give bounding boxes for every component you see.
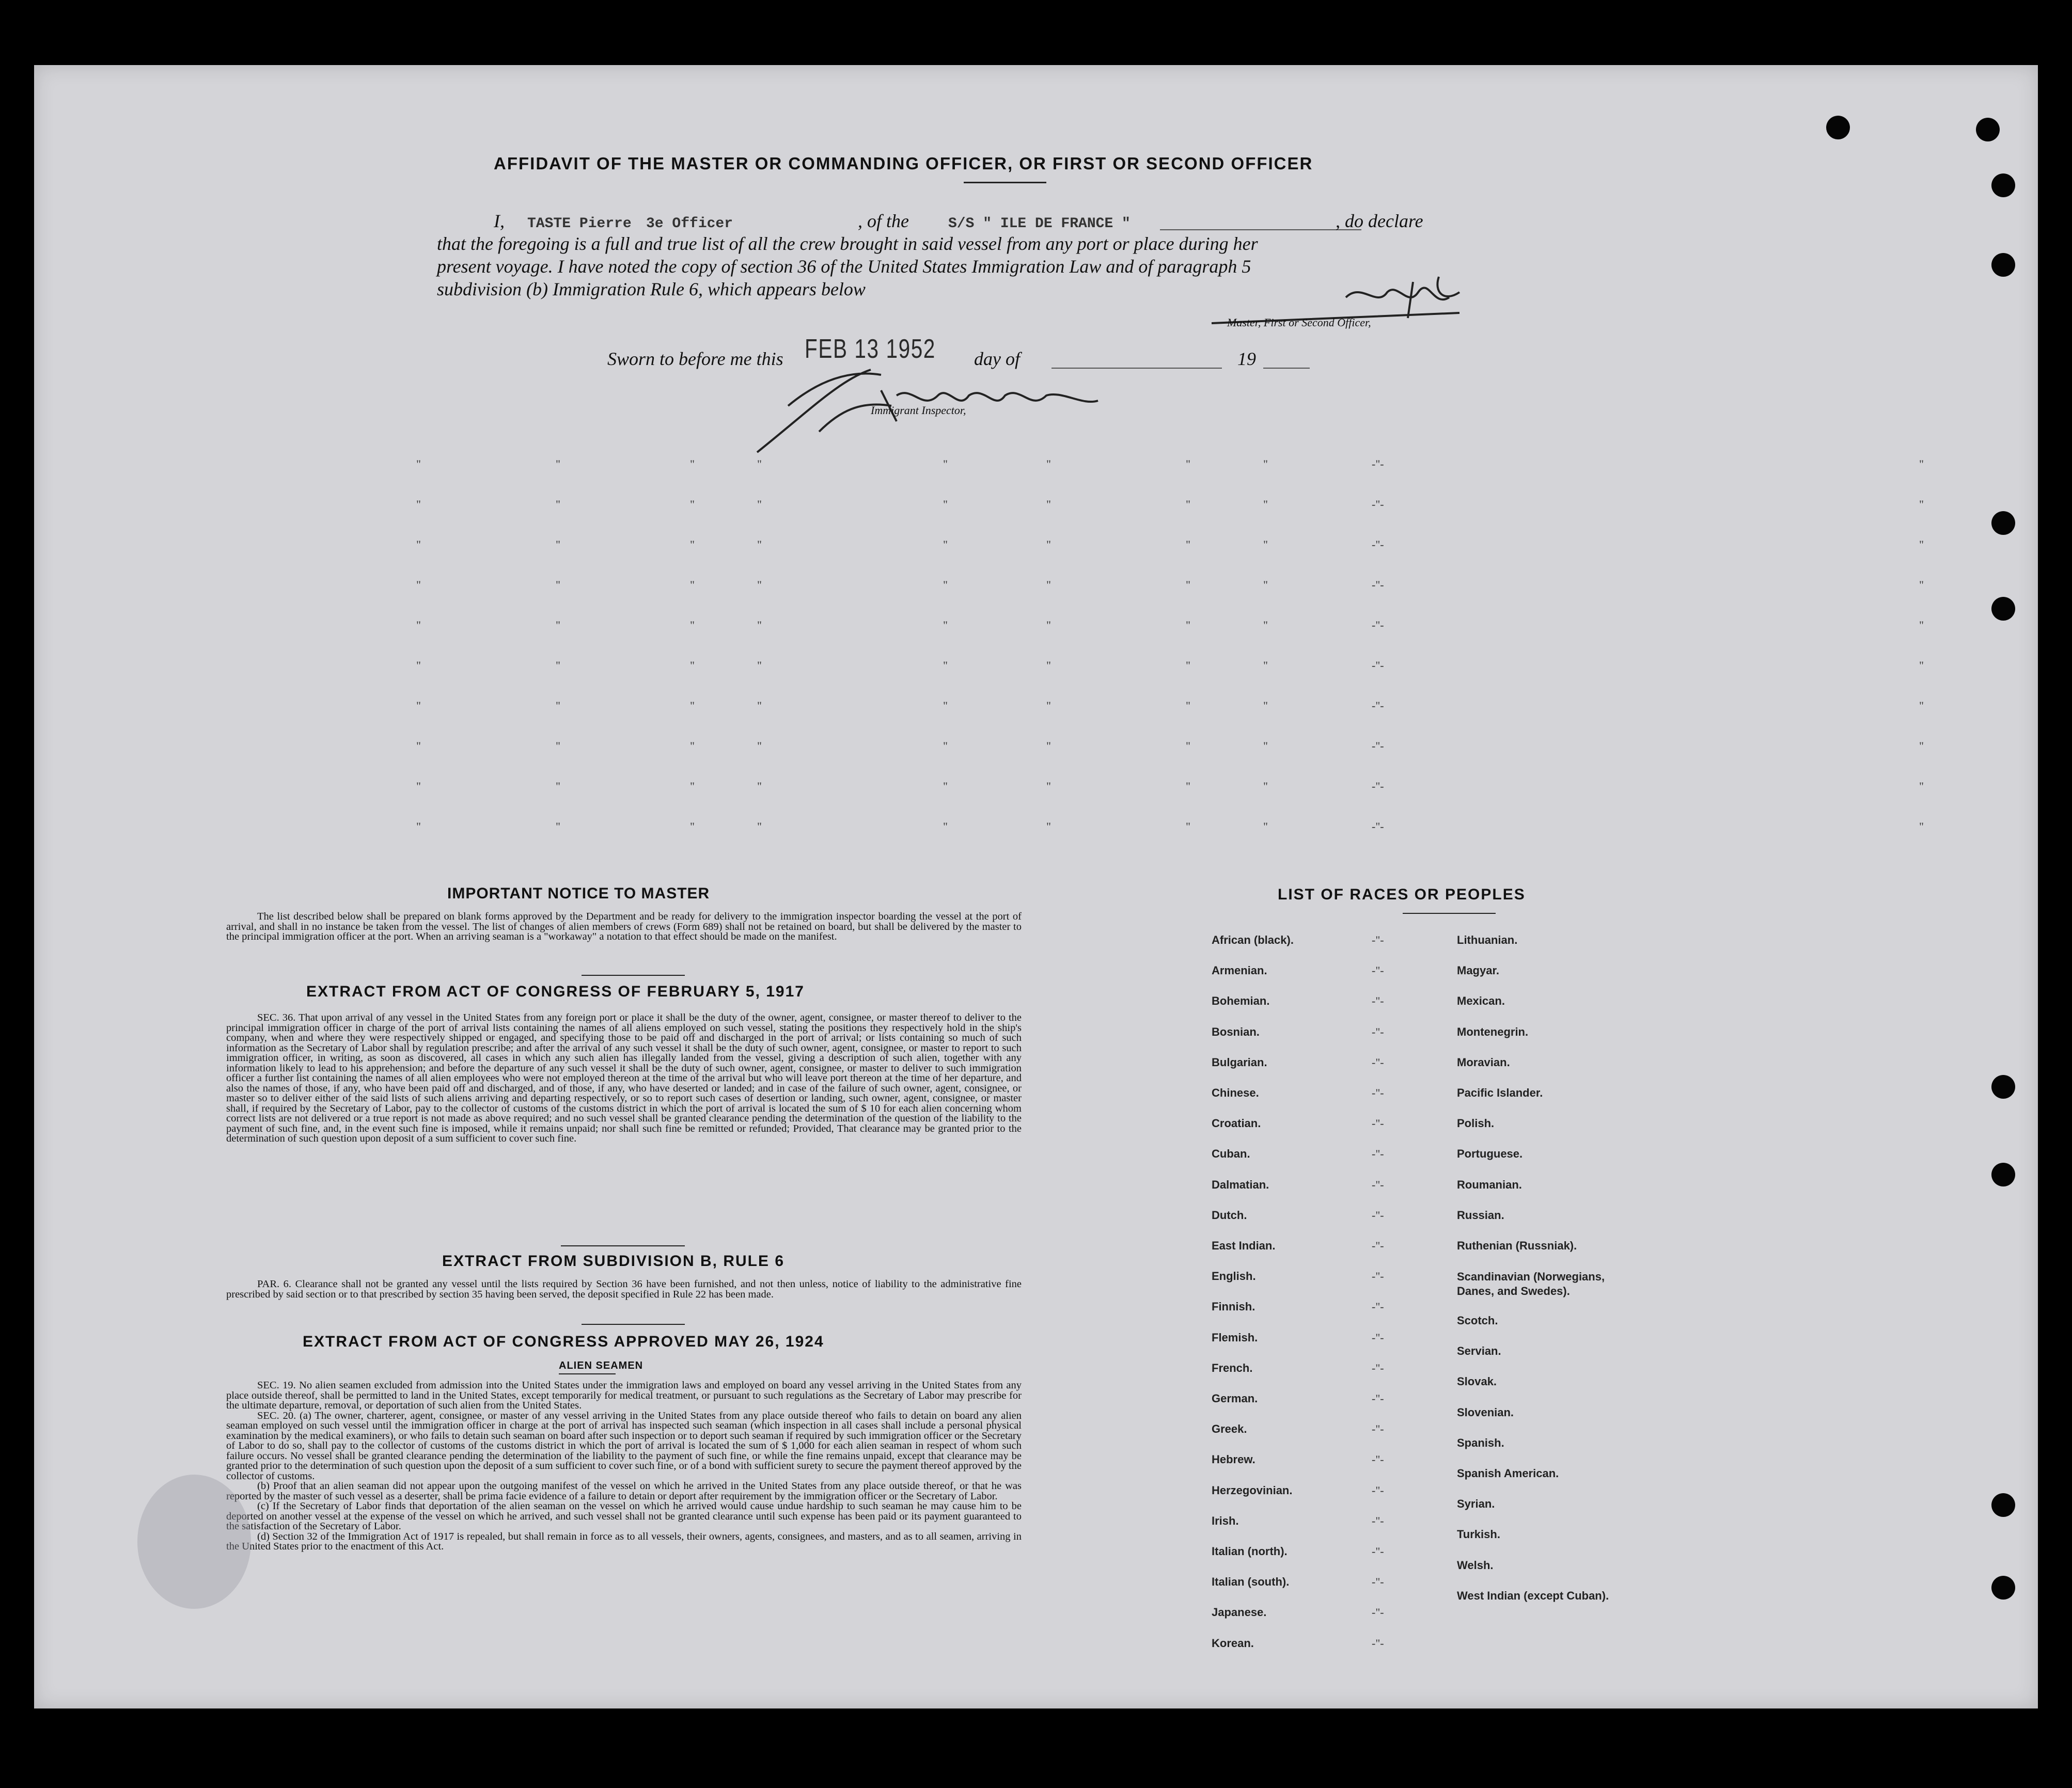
ditto-mark: " — [1046, 820, 1051, 833]
race-item: Servian. — [1457, 1344, 1501, 1358]
ditto-mark: " — [1186, 619, 1190, 631]
sworn-prefix: Sworn to before me this — [607, 349, 783, 369]
race-item: Russian. — [1457, 1208, 1504, 1222]
race-item: Irish. — [1212, 1514, 1239, 1527]
race-item: Bulgarian. — [1212, 1055, 1267, 1069]
ditto-mark: " — [757, 498, 762, 511]
extract-rule6-text — [226, 1279, 1022, 1300]
race-ditto-mark: -"- — [1372, 1361, 1384, 1374]
race-ditto-mark: -"- — [1372, 1575, 1384, 1589]
ditto-mark: " — [416, 820, 421, 833]
race-ditto-mark: -"- — [1372, 1208, 1384, 1222]
ditto-mark: " — [690, 619, 695, 631]
ditto-mark: " — [556, 780, 560, 793]
race-item: Pacific Islander. — [1457, 1086, 1543, 1099]
extract-1924-text — [226, 1381, 1022, 1552]
race-item: Syrian. — [1457, 1497, 1495, 1511]
race-item: West Indian (except Cuban). — [1457, 1589, 1609, 1602]
race-item: Turkish. — [1457, 1528, 1500, 1541]
races-underline — [1403, 913, 1496, 914]
ditto-mark: " — [690, 699, 695, 712]
race-ditto-mark: -"- — [1372, 1117, 1384, 1130]
extract-rule6-rule — [582, 1324, 685, 1325]
ditto-mark: " — [556, 699, 560, 712]
binder-hole — [1991, 1493, 2015, 1517]
ditto-mark: " — [556, 619, 560, 631]
ditto-mark: " — [1919, 538, 1924, 551]
year-prefix: 19 — [1237, 349, 1256, 369]
race-item: Japanese. — [1212, 1606, 1267, 1619]
ditto-mark: " — [556, 659, 560, 672]
race-item: Roumanian. — [1457, 1178, 1522, 1191]
ditto-mark: " — [556, 820, 560, 833]
extract-1924-sec20d: (d) Section 32 of the Immigration Act of 1917 is repealed, but shall remain in force as to all vessels, their owners, agents, consignees, and masters, and as to all seamen, arriving in the United States prior to the enactment of this Act. — [226, 1530, 1022, 1552]
extract-1917-text — [226, 1013, 1022, 1144]
binder-hole — [1991, 1576, 2015, 1600]
race-item: Hebrew. — [1212, 1453, 1255, 1466]
ditto-mark: " — [943, 739, 948, 752]
ditto-dash-mark: -"- — [1372, 538, 1384, 551]
notice-paragraph: The list described below shall be prepared on blank forms approved by the Department and be ready for delivery to the immigration inspector boarding the vessel at the port of arrival, and shall in no instance be taken from the vessel. The list of changes of alien members of crews (Form 689) shall not be retained on board, but shall be delivered by the master to the principal immigration officer at the port. When an arriving seaman is a "workaway" a notation to that effect should be made on the manifest. — [226, 911, 1022, 942]
ditto-mark: " — [690, 578, 695, 591]
ditto-mark: " — [757, 538, 762, 551]
extract-rule6-title: EXTRACT FROM SUBDIVISION B, RULE 6 — [442, 1253, 785, 1270]
race-item: Armenian. — [1212, 964, 1267, 977]
ditto-mark: " — [1046, 739, 1051, 752]
ditto-mark: " — [757, 659, 762, 672]
race-ditto-mark: -"- — [1372, 994, 1384, 1008]
race-ditto-mark: -"- — [1372, 1453, 1384, 1466]
race-item: Moravian. — [1457, 1055, 1510, 1069]
race-item: English. — [1212, 1270, 1256, 1283]
ditto-dash-mark: -"- — [1372, 498, 1384, 511]
ditto-dash-mark: -"- — [1372, 699, 1384, 712]
faint-seal — [137, 1475, 251, 1609]
manifest-page — [34, 65, 2038, 1708]
ditto-mark: " — [690, 457, 695, 470]
date-stamp: FEB 13 1952 — [805, 334, 936, 364]
race-item: Dutch. — [1212, 1208, 1247, 1222]
race-ditto-mark: -"- — [1372, 1422, 1384, 1436]
race-ditto-mark: -"- — [1372, 1392, 1384, 1405]
ditto-mark: " — [556, 457, 560, 470]
ditto-mark: " — [556, 498, 560, 511]
race-item: French. — [1212, 1361, 1253, 1374]
ditto-mark: " — [943, 457, 948, 470]
ditto-mark: " — [1919, 739, 1924, 752]
ditto-mark: " — [556, 578, 560, 591]
ditto-mark: " — [556, 538, 560, 551]
extract-1917-title: EXTRACT FROM ACT OF CONGRESS OF FEBRUARY 5, 1917 — [306, 983, 805, 1000]
race-item: Flemish. — [1212, 1331, 1258, 1344]
ditto-mark: " — [1919, 659, 1924, 672]
declaration-of-the: , of the — [858, 211, 909, 231]
race-ditto-mark: -"- — [1372, 1545, 1384, 1558]
officer-rank: 3e Officer — [646, 216, 733, 232]
race-item: Slovak. — [1457, 1375, 1497, 1388]
race-ditto-mark: -"- — [1372, 1055, 1384, 1069]
race-item: Croatian. — [1212, 1117, 1261, 1130]
ditto-mark: " — [1046, 619, 1051, 631]
ditto-dash-mark: -"- — [1372, 739, 1384, 752]
ditto-mark: " — [690, 538, 695, 551]
race-item: Slovenian. — [1457, 1405, 1514, 1419]
ditto-mark: " — [1046, 498, 1051, 511]
day-of-label: day of — [974, 349, 1020, 369]
race-item: Greek. — [1212, 1422, 1247, 1436]
ditto-mark: " — [1186, 538, 1190, 551]
extract-1924-sec20c: (c) If the Secretary of Labor finds that deportation of the alien seaman on the vessel on which he arrived would cause undue hardship to such seaman he may cause him to be deported on another vessel at the expense of the vessel on which he arrived, and such vessel shall not be granted clearance until such expense has been paid or its payment guaranteed to the satisfaction of the Secretary of Labor. — [226, 1500, 1022, 1532]
declaration-line-3: present voyage. I have noted the copy of section 36 of the United States Immigration Law and of paragraph 5 — [437, 256, 1251, 277]
extract-1924-sec19: SEC. 19. No alien seamen excluded from admission into the United States under the immigration laws and employed on board any vessel arriving in the United States from any place outside thereof, shall be permitted to land in the United States, except temporarily for medical treatment, or pursuant to such regulations as the Secretary of Labor may prescribe for the ultimate departure, removal, or deportation of such alien from the United States. — [226, 1380, 1022, 1411]
officer-caption: Master, First or Second Officer, — [1227, 316, 1371, 329]
race-ditto-mark: -"- — [1372, 964, 1384, 977]
declaration-line-1 — [437, 210, 1470, 232]
ditto-mark: " — [690, 780, 695, 793]
extract-1924-sec20b: (b) Proof that an alien seaman did not appear upon the outgoing manifest of the vessel on which he arrived in the United States from any place outside thereof, or that he was reported by the master of such vessel as a deserter, shall be prima facie evidence of a failure to detain or deport after requirement by the immigration officer or the Secretary of Labor. — [226, 1480, 1022, 1502]
ditto-mark: " — [1919, 457, 1924, 470]
race-ditto-mark: -"- — [1372, 1270, 1384, 1283]
race-item: Polish. — [1457, 1117, 1495, 1130]
ditto-mark: " — [943, 578, 948, 591]
race-item: African (black). — [1212, 933, 1294, 946]
race-item: Korean. — [1212, 1636, 1254, 1650]
ditto-mark: " — [757, 820, 762, 833]
title-underline — [964, 182, 1046, 183]
declaration-i: I, — [494, 211, 505, 231]
ditto-mark: " — [1919, 820, 1924, 833]
binder-hole — [1991, 1075, 2015, 1099]
race-item: Finnish. — [1212, 1300, 1255, 1314]
ditto-mark: " — [690, 820, 695, 833]
race-item: German. — [1212, 1392, 1258, 1405]
race-item: Portuguese. — [1457, 1147, 1523, 1161]
binder-hole — [1991, 1163, 2015, 1186]
race-ditto-mark: -"- — [1372, 1483, 1384, 1497]
race-ditto-mark: -"- — [1372, 1331, 1384, 1344]
ditto-mark: " — [943, 820, 948, 833]
ditto-mark: " — [1263, 457, 1268, 470]
race-item: Welsh. — [1457, 1558, 1494, 1572]
race-ditto-mark: -"- — [1372, 1086, 1384, 1099]
vessel-name: S/S " ILE DE FRANCE " — [948, 216, 1131, 232]
binder-hole — [1991, 253, 2015, 277]
race-ditto-mark: -"- — [1372, 1147, 1384, 1161]
notice-title: IMPORTANT NOTICE TO MASTER — [447, 885, 710, 902]
declaration-do-declare: , do declare — [1336, 211, 1423, 231]
ditto-mark: " — [943, 619, 948, 631]
ditto-mark: " — [416, 498, 421, 511]
race-item: Bosnian. — [1212, 1025, 1260, 1038]
declaration-line-2: that the foregoing is a full and true list of all the crew brought in said vessel from any port or place during her — [437, 233, 1258, 254]
ditto-mark: " — [1919, 578, 1924, 591]
ditto-mark: " — [416, 659, 421, 672]
ditto-mark: " — [1263, 498, 1268, 511]
inspector-caption: Immigrant Inspector, — [871, 404, 966, 417]
ditto-mark: " — [416, 699, 421, 712]
race-item: Ruthenian (Russniak). — [1457, 1239, 1577, 1252]
notice-rule — [582, 975, 685, 976]
ditto-mark: " — [1046, 780, 1051, 793]
ditto-mark: " — [1919, 498, 1924, 511]
ditto-mark: " — [1186, 659, 1190, 672]
binder-hole — [1826, 116, 1850, 139]
ditto-mark: " — [757, 739, 762, 752]
race-ditto-mark: -"- — [1372, 1025, 1384, 1038]
extract-1917-paragraph: SEC. 36. That upon arrival of any vessel in the United States from any foreign port or place it shall be the duty of the owner, agent, consignee, or master thereof to deliver to the principal immigration officer in charge of the port of arrival lists containing the names of all aliens employed on such vessel, stating the positions they respectively hold in the ship's company, when and where they were respectively shipped or engaged, and specifying those to be paid off and discharged in the port of arrival; or lists containing so much of such information as the Secretary of Labor shall by regulation prescribe; and after the arrival of any such vessel it shall be the duty of such owner, agent, consignee, or master to report to such immigration officer, in writing, as soon as discovered, all cases in which any such alien has illegally landed from the vessel, giving a description of such alien, together with any information likely to lead to his apprehension; and before the departure of any such vessel it shall be the duty of such owner, agent, consignee, or master to deliver to such immigration officer a further list containing the names of all alien employees who were not employed thereon at the time of the arrival but who will leave port thereon at the time of her departure, and also the names of those, if any, who have been paid off and discharged, and of those, if any, who have deserted or landed; and in case of the failure of such owner, agent, consignee, or master so to deliver either of the said lists of such aliens arriving and departing respectively, or so to report such cases of desertion or landing, such owner, agent, consignee, or master shall, if required by the Secretary of Labor, pay to the collector of customs of the customs district in which the port of arrival is located the sum of $ 10 for each alien concerning whom correct lists are not delivered or a true report is not made as above required; and no such vessel shall be granted clearance pending the determination of the question of the liability to the payment of such fine, and, in the event such fine is imposed, while it remains unpaid; nor shall such fine be remitted or refunded; Provided, That clearance may be granted prior to the determination of such question upon deposit of a sum sufficient to cover such fine. — [226, 1012, 1022, 1144]
race-item: Lithuanian. — [1457, 933, 1518, 946]
ditto-mark: " — [1186, 780, 1190, 793]
race-ditto-mark: -"- — [1372, 1239, 1384, 1252]
ditto-mark: " — [943, 780, 948, 793]
ditto-mark: " — [943, 659, 948, 672]
ditto-mark: " — [1046, 699, 1051, 712]
race-item: Spanish. — [1457, 1436, 1504, 1449]
ditto-mark: " — [416, 619, 421, 631]
race-ditto-mark: -"- — [1372, 933, 1384, 946]
vessel-fill-line — [1160, 214, 1361, 230]
race-item: Italian (south). — [1212, 1575, 1290, 1589]
ditto-mark: " — [416, 578, 421, 591]
ditto-mark: " — [943, 498, 948, 511]
ditto-mark: " — [1046, 659, 1051, 672]
ditto-mark: " — [1186, 457, 1190, 470]
alien-seamen-subtitle: ALIEN SEAMEN — [559, 1360, 643, 1371]
race-item: East Indian. — [1212, 1239, 1276, 1252]
year-fill-line — [1263, 352, 1310, 369]
race-item: Dalmatian. — [1212, 1178, 1269, 1191]
ditto-mark: " — [1263, 659, 1268, 672]
ditto-mark: " — [1263, 619, 1268, 631]
ditto-mark: " — [1263, 820, 1268, 833]
ditto-dash-mark: -"- — [1372, 457, 1384, 470]
ditto-mark: " — [416, 739, 421, 752]
race-item: Spanish American. — [1457, 1467, 1559, 1480]
ditto-mark: " — [1263, 739, 1268, 752]
extract-1917-rule — [561, 1245, 685, 1246]
affidavit-title: AFFIDAVIT OF THE MASTER OR COMMANDING OFFICER, OR FIRST OR SECOND OFFICER — [494, 154, 1313, 173]
ditto-mark: " — [1263, 538, 1268, 551]
race-item: Montenegrin. — [1457, 1025, 1529, 1038]
binder-hole — [1991, 597, 2015, 621]
ditto-dash-mark: -"- — [1372, 780, 1384, 793]
races-title: LIST OF RACES OR PEOPLES — [1278, 886, 1526, 903]
ditto-mark: " — [1186, 820, 1190, 833]
ditto-dash-mark: -"- — [1372, 820, 1384, 833]
ditto-mark: " — [943, 538, 948, 551]
race-item: Bohemian. — [1212, 994, 1270, 1008]
ditto-mark: " — [1186, 498, 1190, 511]
ditto-mark: " — [1186, 699, 1190, 712]
ditto-mark: " — [757, 699, 762, 712]
ditto-mark: " — [1263, 780, 1268, 793]
ditto-mark: " — [1919, 619, 1924, 631]
ditto-dash-mark: -"- — [1372, 578, 1384, 591]
ditto-mark: " — [757, 457, 762, 470]
race-item: Italian (north). — [1212, 1545, 1288, 1558]
alien-seamen-underline — [559, 1373, 616, 1374]
ditto-mark: " — [556, 739, 560, 752]
race-item: Cuban. — [1212, 1147, 1250, 1161]
race-ditto-mark: -"- — [1372, 1606, 1384, 1619]
ditto-mark: " — [1046, 578, 1051, 591]
ditto-mark: " — [1046, 457, 1051, 470]
ditto-dash-mark: -"- — [1372, 659, 1384, 672]
binder-hole — [1991, 511, 2015, 535]
ditto-mark: " — [416, 538, 421, 551]
race-item: Herzegovinian. — [1212, 1483, 1293, 1497]
ditto-mark: " — [690, 498, 695, 511]
ditto-mark: " — [1263, 578, 1268, 591]
binder-hole — [1991, 173, 2015, 197]
officer-signature — [1191, 261, 1501, 344]
ditto-mark: " — [690, 659, 695, 672]
race-ditto-mark: -"- — [1372, 1514, 1384, 1527]
race-item: Chinese. — [1212, 1086, 1259, 1099]
ditto-mark: " — [757, 780, 762, 793]
ditto-mark: " — [1919, 699, 1924, 712]
ditto-mark: " — [1263, 699, 1268, 712]
ditto-mark: " — [1186, 578, 1190, 591]
race-item: Mexican. — [1457, 994, 1505, 1008]
race-item: Magyar. — [1457, 964, 1499, 977]
ditto-mark: " — [1046, 538, 1051, 551]
officer-name: TASTE Pierre — [527, 216, 632, 232]
race-ditto-mark: -"- — [1372, 1636, 1384, 1650]
ditto-mark: " — [1186, 739, 1190, 752]
binder-hole — [1976, 118, 2000, 141]
ditto-mark: " — [690, 739, 695, 752]
declaration-line-4: subdivision (b) Immigration Rule 6, which appears below — [437, 279, 866, 299]
race-item: Scandinavian (Norwegians, Danes, and Swedes). — [1457, 1270, 1605, 1298]
race-item: Scotch. — [1457, 1314, 1498, 1327]
extract-1924-title: EXTRACT FROM ACT OF CONGRESS APPROVED MAY 26, 1924 — [303, 1333, 824, 1350]
extract-rule6-paragraph: PAR. 6. Clearance shall not be granted any vessel until the lists required by Section 36 have been furnished, and not then unless, notice of liability to the administrative fine prescribed by said section or to that prescribed by section 35 having been served, the deposit specified in Rule 22 has been made. — [226, 1278, 1022, 1300]
extract-1924-sec20a: SEC. 20. (a) The owner, charterer, agent, consignee, or master of any vessel arriving in the United States from any place outside thereof who fails to detain on board any alien seaman employed on such vessel until the immigration officer in charge at the port of arrival has inspected such seaman (which inspection in all cases shall include a personal physical examination by the medical examiners), or who fails to detain such seaman on board after such inspection or to deport such seaman if required by such immigration officer or the Secretary of Labor to do so, shall pay to the collector of customs of the customs district in which the port of arrival is located the sum of $ 1,000 for each alien seaman in respect of whom such failure occurs. No vessel shall be granted clearance pending the determination of the liability to the payment of such fine, or while the fine remains unpaid, except that clearance may be granted prior to the determination of such question upon the deposit of a sum sufficient to cover such fine, or of a bond with sufficient surety to secure the payment thereof approved by the collector of customs. — [226, 1410, 1022, 1482]
ditto-mark: " — [416, 457, 421, 470]
race-ditto-mark: -"- — [1372, 1178, 1384, 1191]
ditto-mark: " — [943, 699, 948, 712]
ditto-mark: " — [416, 780, 421, 793]
ditto-mark: " — [757, 578, 762, 591]
ditto-dash-mark: -"- — [1372, 619, 1384, 631]
notice-text — [226, 912, 1022, 942]
ditto-mark: " — [1919, 780, 1924, 793]
ditto-mark: " — [757, 619, 762, 631]
race-ditto-mark: -"- — [1372, 1300, 1384, 1314]
